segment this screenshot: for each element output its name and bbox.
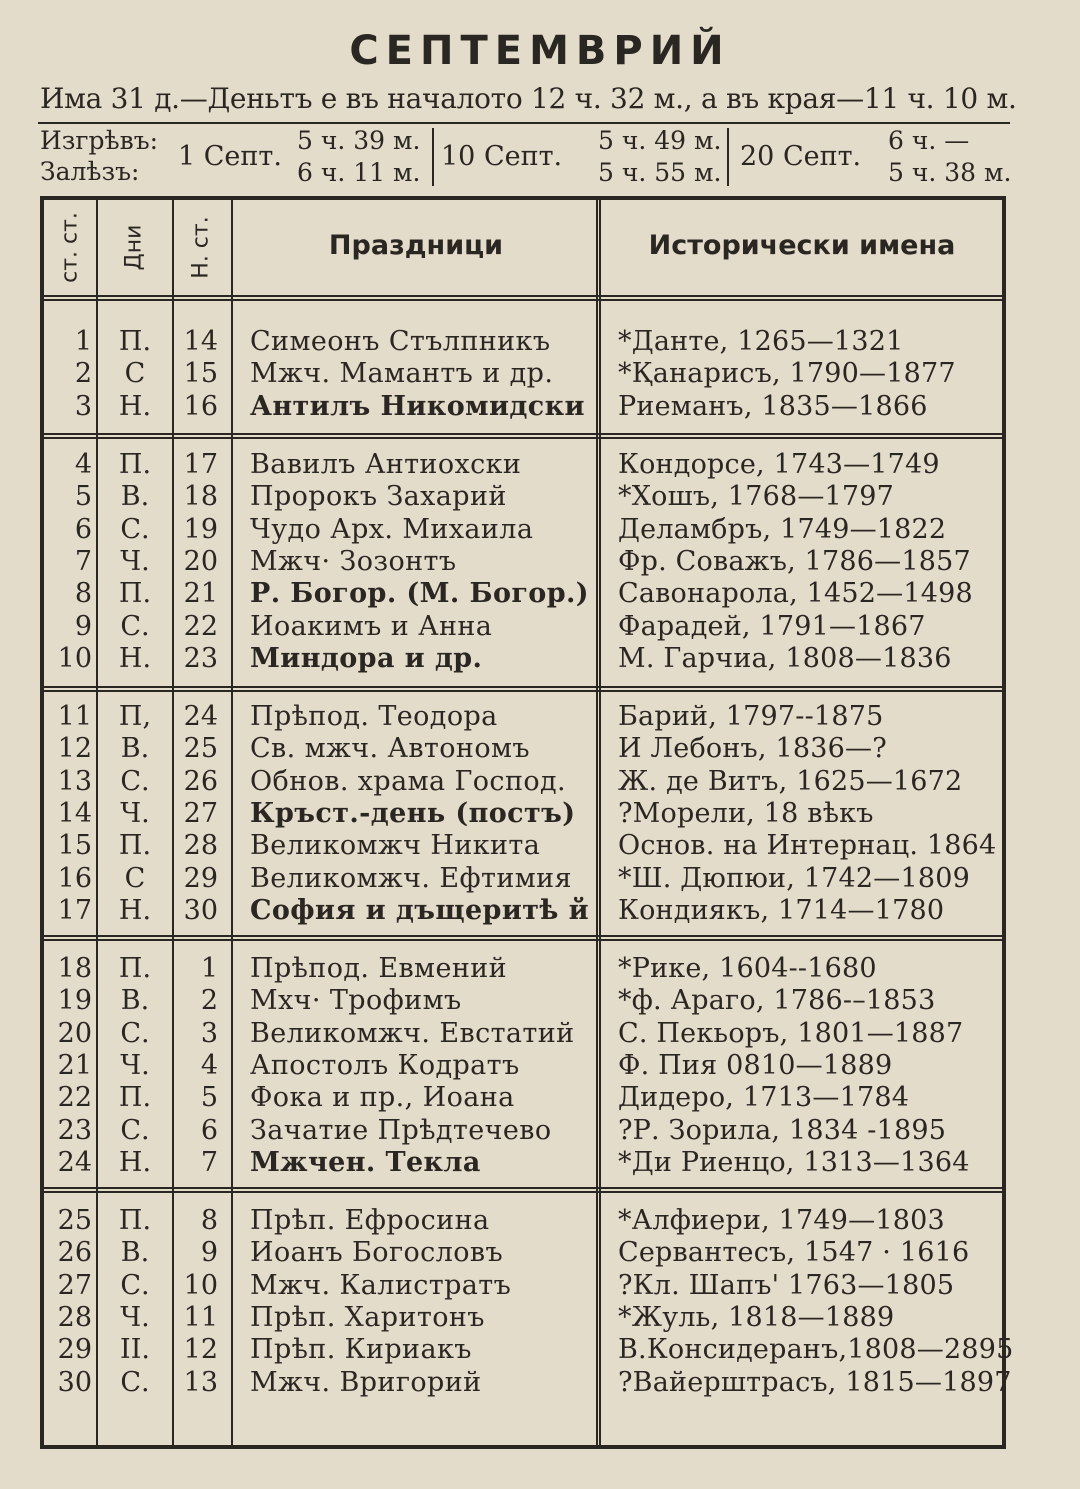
historical-name: ?Вайерштрасъ, 1815—1897: [618, 1367, 1012, 1398]
historical-name: ?Р. Зорила, 1834 -1895: [618, 1115, 947, 1146]
old-style-date: 8: [74, 578, 92, 609]
header-divider: [44, 295, 1002, 301]
new-style-date: 4: [200, 1050, 218, 1081]
table-row: [0, 1367, 1080, 1399]
historical-name: *Ш. Дюпюи, 1742—1809: [618, 863, 971, 894]
table-row: [0, 895, 1080, 927]
historical-name: *Данте, 1265—1321: [618, 326, 904, 357]
header-feasts: Праздници: [328, 230, 504, 261]
weekday: В.: [120, 481, 150, 512]
table-row: [0, 611, 1080, 643]
new-style-date: 8: [200, 1205, 218, 1236]
new-style-date: 10: [183, 1270, 218, 1301]
month-summary: Има 31 д.—Деньтъ е въ началото 12 ч. 32 м., а въ края—11 ч. 10 м.: [40, 82, 1017, 115]
new-style-date: 27: [183, 798, 218, 829]
feast-name: Симеонъ Стълпникъ: [250, 326, 551, 357]
weekday: Ч.: [120, 1050, 150, 1081]
weekday: П.: [118, 830, 152, 861]
divider: [38, 122, 1010, 124]
historical-name: Савонарола, 1452—1498: [618, 578, 973, 609]
historical-name: Ф. Пия 0810—1889: [618, 1050, 893, 1081]
weekday: С.: [120, 514, 150, 545]
old-style-date: 13: [57, 766, 92, 797]
new-style-date: 22: [183, 611, 218, 642]
historical-name: Барий, 1797--1875: [618, 701, 884, 732]
old-style-date: 24: [57, 1147, 92, 1178]
sunrise-time-2: 5 ч. 49 м.: [598, 126, 722, 155]
feast-name: Антилъ Никомидски: [250, 391, 585, 422]
sun-date-1: 1 Септ.: [178, 141, 282, 172]
week-divider: [44, 1187, 1002, 1193]
table-row: [0, 830, 1080, 862]
old-style-date: 7: [74, 546, 92, 577]
weekday: П.: [118, 953, 152, 984]
new-style-date: 14: [183, 326, 218, 357]
feast-name: Зачатие Прѣдтечево: [250, 1115, 552, 1146]
new-style-date: 12: [183, 1334, 218, 1365]
new-style-date: 9: [200, 1237, 218, 1268]
old-style-date: 20: [57, 1018, 92, 1049]
weekday: С.: [120, 1270, 150, 1301]
new-style-date: 29: [183, 863, 218, 894]
sunset-time-1: 6 ч. 11 м.: [297, 158, 421, 187]
weekday: С: [124, 863, 146, 894]
feast-name: Прѣпод. Евмений: [250, 953, 508, 984]
historical-name: Кондорсе, 1743—1749: [618, 449, 940, 480]
old-style-date: 9: [74, 611, 92, 642]
old-style-date: 27: [57, 1270, 92, 1301]
weekday: С.: [120, 766, 150, 797]
historical-name: Ж. де Витъ, 1625—1672: [618, 766, 963, 797]
sunset-time-2: 5 ч. 55 м.: [598, 158, 722, 187]
feast-name: Обнов. храма Господ.: [250, 766, 567, 797]
old-style-date: 1: [74, 326, 92, 357]
historical-name: Фарадей, 1791—1867: [618, 611, 926, 642]
feast-name: Прѣпод. Теодора: [250, 701, 498, 732]
table-row: [0, 358, 1080, 390]
divider: [432, 128, 434, 186]
feast-name: Мжч. Калистратъ: [250, 1270, 512, 1301]
header-new-style: Н. ст.: [188, 216, 214, 279]
old-style-date: 16: [57, 863, 92, 894]
weekday: П,: [118, 701, 152, 732]
feast-name: Пророкъ Захарий: [250, 481, 507, 512]
table-row: [0, 1018, 1080, 1050]
old-style-date: 10: [57, 643, 92, 674]
feast-name: Великомжч. Ефтимия: [250, 863, 572, 894]
historical-name: *Ди Риенцо, 1313—1364: [618, 1147, 970, 1178]
historical-name: И Лебонъ, 1836—?: [618, 733, 887, 764]
new-style-date: 5: [200, 1082, 218, 1113]
table-row: [0, 578, 1080, 610]
old-style-date: 12: [57, 733, 92, 764]
sunrise-time-3: 6 ч. —: [888, 126, 970, 155]
weekday: В.: [120, 985, 150, 1016]
historical-name: *Қанарисъ, 1790—1877: [618, 358, 956, 389]
historical-name: *ф. Араго, 1786-–1853: [618, 985, 936, 1016]
old-style-date: 18: [57, 953, 92, 984]
weekday: В.: [120, 733, 150, 764]
feast-name: Мжчен. Текла: [250, 1147, 481, 1178]
weekday: Н.: [118, 643, 152, 674]
old-style-date: 2: [74, 358, 92, 389]
feast-name: Св. мжч. Автономъ: [250, 733, 530, 764]
sun-date-2: 10 Септ.: [441, 141, 563, 172]
weekday: Ч.: [120, 1302, 150, 1333]
historical-name: Деламбръ, 1749—1822: [618, 514, 947, 545]
weekday: Н.: [118, 391, 152, 422]
new-style-date: 26: [183, 766, 218, 797]
table-row: [0, 449, 1080, 481]
feast-name: Мжч. Мамантъ и др.: [250, 358, 554, 389]
new-style-date: 21: [183, 578, 218, 609]
feast-name: Иоанъ Богословъ: [250, 1237, 504, 1268]
weekday: Ч.: [120, 546, 150, 577]
feast-name: Иоакимъ и Анна: [250, 611, 493, 642]
weekday: П.: [118, 578, 152, 609]
feast-name: Великомжч. Евстатий: [250, 1018, 575, 1049]
new-style-date: 1: [200, 953, 218, 984]
new-style-date: 24: [183, 701, 218, 732]
feast-name: Великомжч Никита: [250, 830, 541, 861]
new-style-date: 2: [200, 985, 218, 1016]
weekday: П.: [118, 326, 152, 357]
historical-name: М. Гарчиа, 1808—1836: [618, 643, 952, 674]
new-style-date: 23: [183, 643, 218, 674]
weekday: П.: [118, 1205, 152, 1236]
table-row: [0, 643, 1080, 675]
new-style-date: 7: [200, 1147, 218, 1178]
week-divider: [44, 433, 1002, 439]
table-row: [0, 1270, 1080, 1302]
historical-name: ?Морели, 18 вѣкъ: [618, 798, 874, 829]
week-divider: [44, 935, 1002, 941]
weekday: С.: [120, 611, 150, 642]
feast-name: София и дъщеритѣ й: [250, 895, 589, 926]
historical-name: С. Пекьоръ, 1801—1887: [618, 1018, 964, 1049]
historical-name: Фр. Соважъ, 1786—1857: [618, 546, 971, 577]
weekday: II.: [120, 1334, 150, 1365]
historical-name: Риеманъ, 1835—1866: [618, 391, 928, 422]
old-style-date: 14: [57, 798, 92, 829]
weekday: П.: [118, 449, 152, 480]
weekday: П.: [118, 1082, 152, 1113]
old-style-date: 3: [74, 391, 92, 422]
weekday: С.: [120, 1115, 150, 1146]
table-row: [0, 1050, 1080, 1082]
feast-name: Прѣп. Кириакъ: [250, 1334, 472, 1365]
historical-name: *Алфиери, 1749—1803: [618, 1205, 945, 1236]
sun-date-3: 20 Септ.: [740, 141, 862, 172]
new-style-date: 11: [183, 1302, 218, 1333]
sunrise-label: Изгрѣвъ:: [40, 126, 159, 155]
header-historical: Исторически имена: [648, 230, 956, 261]
table-row: [0, 1115, 1080, 1147]
old-style-date: 6: [74, 514, 92, 545]
feast-name: Чудо Арх. Михаила: [250, 514, 534, 545]
table-row: [0, 1082, 1080, 1114]
table-row: [0, 391, 1080, 423]
new-style-date: 16: [183, 391, 218, 422]
table-row: [0, 863, 1080, 895]
sunset-time-3: 5 ч. 38 м.: [888, 158, 1012, 187]
feast-name: Кръст.-день (постъ): [250, 798, 576, 829]
new-style-date: 25: [183, 733, 218, 764]
weekday: С: [124, 358, 146, 389]
new-style-date: 13: [183, 1367, 218, 1398]
table-row: [0, 798, 1080, 830]
old-style-date: 17: [57, 895, 92, 926]
table-row: [0, 1205, 1080, 1237]
old-style-date: 26: [57, 1237, 92, 1268]
old-style-date: 11: [57, 701, 92, 732]
table-row: [0, 733, 1080, 765]
historical-name: *Хошъ, 1768—1797: [618, 481, 895, 512]
old-style-date: 25: [57, 1205, 92, 1236]
table-row: [0, 985, 1080, 1017]
header-old-style: ст. ст.: [57, 212, 83, 283]
old-style-date: 30: [57, 1367, 92, 1398]
table-row: [0, 514, 1080, 546]
new-style-date: 6: [200, 1115, 218, 1146]
new-style-date: 18: [183, 481, 218, 512]
feast-name: Р. Богор. (М. Богор.): [250, 578, 589, 609]
table-row: [0, 953, 1080, 985]
new-style-date: 30: [183, 895, 218, 926]
old-style-date: 21: [57, 1050, 92, 1081]
table-row: [0, 1237, 1080, 1269]
table-row: [0, 1334, 1080, 1366]
table-row: [0, 1302, 1080, 1334]
table-row: [0, 546, 1080, 578]
weekday: Ч.: [120, 798, 150, 829]
old-style-date: 15: [57, 830, 92, 861]
table-row: [0, 326, 1080, 358]
new-style-date: 20: [183, 546, 218, 577]
old-style-date: 22: [57, 1082, 92, 1113]
table-row: [0, 701, 1080, 733]
header-days: Дни: [121, 224, 147, 271]
weekday: С.: [120, 1367, 150, 1398]
historical-name: Кондиякъ, 1714—1780: [618, 895, 945, 926]
historical-name: Дидеро, 1713—1784: [618, 1082, 910, 1113]
old-style-date: 23: [57, 1115, 92, 1146]
feast-name: Мжч· Зозонтъ: [250, 546, 457, 577]
weekday: В.: [120, 1237, 150, 1268]
historical-name: Основ. на Интернац. 1864: [618, 830, 997, 861]
old-style-date: 19: [57, 985, 92, 1016]
weekday: С.: [120, 1018, 150, 1049]
historical-name: *Рике, 1604--1680: [618, 953, 877, 984]
feast-name: Фока и пр., Иоана: [250, 1082, 515, 1113]
feast-name: Прѣп. Харитонъ: [250, 1302, 485, 1333]
old-style-date: 29: [57, 1334, 92, 1365]
week-divider: [44, 686, 1002, 692]
feast-name: Апостолъ Кодратъ: [250, 1050, 520, 1081]
feast-name: Мхч· Трофимъ: [250, 985, 462, 1016]
old-style-date: 28: [57, 1302, 92, 1333]
divider: [727, 128, 729, 186]
old-style-date: 5: [74, 481, 92, 512]
historical-name: ?Кл. Шапъ' 1763—1805: [618, 1270, 955, 1301]
table-row: [0, 1147, 1080, 1179]
weekday: Н.: [118, 895, 152, 926]
historical-name: *Жуль, 1818—1889: [618, 1302, 895, 1333]
page-title: СЕПТЕМВРИЙ: [349, 28, 731, 74]
new-style-date: 28: [183, 830, 218, 861]
table-row: [0, 766, 1080, 798]
weekday: Н.: [118, 1147, 152, 1178]
sunrise-time-1: 5 ч. 39 м.: [297, 126, 421, 155]
feast-name: Мжч. Вригорий: [250, 1367, 482, 1398]
new-style-date: 15: [183, 358, 218, 389]
historical-name: В.Консидеранъ,1808—2895: [618, 1334, 1014, 1365]
old-style-date: 4: [74, 449, 92, 480]
new-style-date: 17: [183, 449, 218, 480]
feast-name: Вавилъ Антиохски: [250, 449, 522, 480]
feast-name: Миндора и др.: [250, 643, 483, 674]
new-style-date: 3: [200, 1018, 218, 1049]
new-style-date: 19: [183, 514, 218, 545]
feast-name: Прѣп. Ефросина: [250, 1205, 490, 1236]
sunset-label: Залѣзъ:: [40, 157, 140, 186]
historical-name: Сервантесъ, 1547 · 1616: [618, 1237, 970, 1268]
table-row: [0, 481, 1080, 513]
